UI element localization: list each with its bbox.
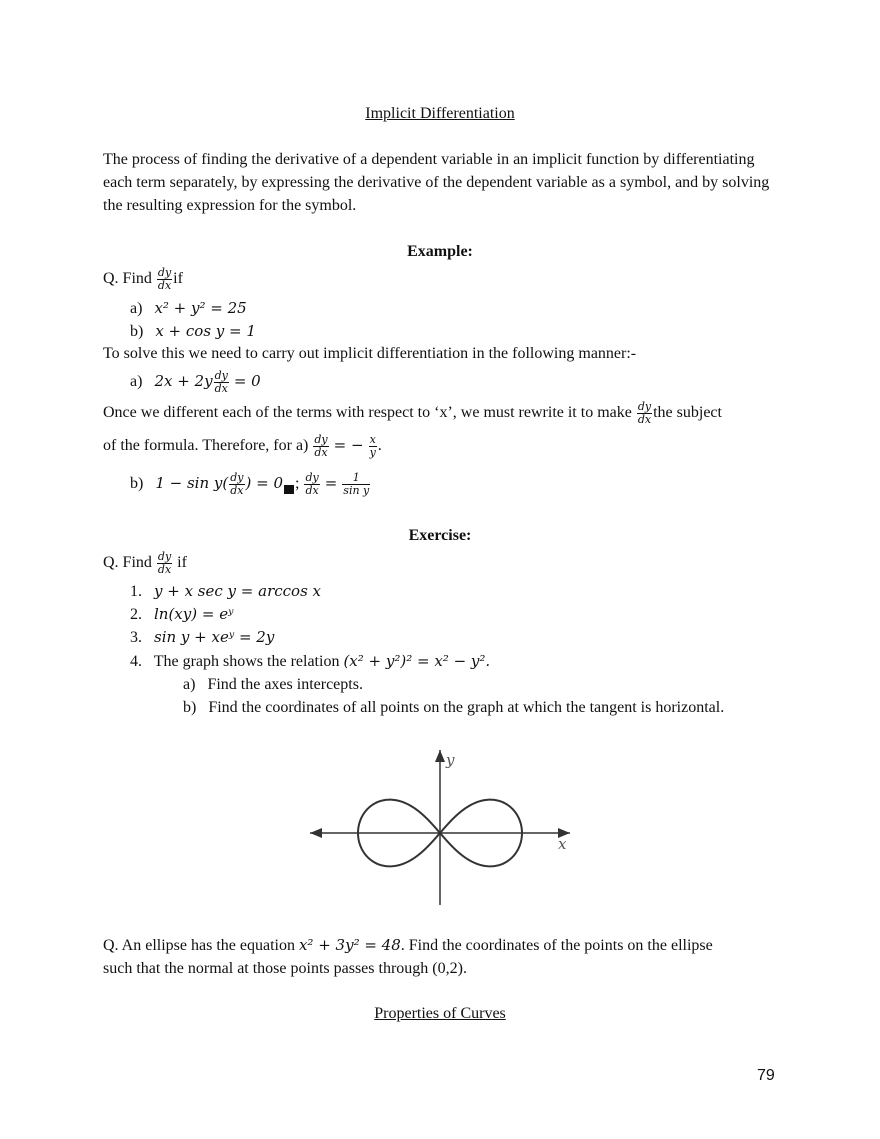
- example-question: [103, 265, 183, 293]
- item-number: 4.: [130, 653, 142, 670]
- x-axis-label: x: [558, 835, 567, 853]
- question-suffix: if: [173, 270, 183, 287]
- lemniscate-graph: [300, 745, 580, 910]
- equation-part: 1 − sin y(: [155, 474, 229, 492]
- square-mark: [284, 485, 294, 494]
- frac-numerator: x: [369, 432, 376, 446]
- exercise-item-1: [130, 581, 321, 602]
- solution-a: [130, 366, 261, 397]
- dy-dx-fraction: [214, 370, 229, 395]
- exercise-subitem-a: [183, 675, 363, 695]
- exercise-item-3: [130, 627, 274, 648]
- frac-numerator: dy: [214, 368, 228, 382]
- frac-numerator: 1: [342, 472, 370, 485]
- exercise-subitem-b: [183, 698, 724, 718]
- frac-numerator: dy: [157, 265, 172, 279]
- frac-denominator: sin y: [343, 483, 370, 497]
- equation: x + cos y = 1: [155, 322, 256, 340]
- example-heading: Example:: [407, 243, 473, 260]
- ellipse-question-line2: such that the normal at those points passes through (0,2).: [103, 960, 467, 977]
- dy-dx-fraction: [304, 472, 319, 497]
- frac-numerator: dy: [230, 470, 244, 484]
- sentence-end: .: [377, 437, 382, 454]
- y-axis-arrow: [435, 750, 445, 762]
- exercise-question: [103, 549, 187, 577]
- equation-part: ) = 0: [245, 474, 283, 492]
- equation: (x² + y²)² = x² − y².: [343, 652, 491, 670]
- sentence-part: . Find the coordinates of the points on the ellipse: [400, 937, 713, 954]
- one-over-siny-fraction: [342, 472, 370, 497]
- item-number: 1.: [130, 583, 142, 600]
- x-axis-left-arrow: [310, 828, 322, 838]
- exercise-item-4: [130, 651, 490, 672]
- dy-dx-fraction: [229, 472, 244, 497]
- frac-numerator: dy: [314, 432, 328, 446]
- separator: ;: [295, 475, 304, 492]
- question-prefix: Q. Find: [103, 554, 152, 571]
- sentence-part: Once we different each of the terms with respect to ‘x’, we must rewrite it to make: [103, 404, 632, 421]
- sentence-part: Q. An ellipse has the equation: [103, 937, 295, 954]
- dy-dx-fraction: [637, 401, 652, 426]
- item-label: b): [183, 699, 197, 716]
- frac-numerator: dy: [305, 470, 319, 484]
- ellipse-question-line1: [103, 935, 713, 956]
- frac-denominator: dx: [314, 445, 328, 459]
- example-item-a: [130, 298, 247, 319]
- formula-sentence: [103, 430, 382, 461]
- equation: y + x sec y = arccos x: [154, 582, 321, 600]
- frac-denominator: dx: [230, 483, 244, 497]
- solution-b: [130, 466, 371, 501]
- frac-numerator: dy: [157, 549, 172, 563]
- frac-denominator: dx: [305, 483, 319, 497]
- item-label: b): [130, 323, 144, 340]
- page-number: 79: [757, 1067, 775, 1084]
- item-label: a): [130, 373, 143, 390]
- item-number: 2.: [130, 606, 142, 623]
- item-number: 3.: [130, 629, 142, 646]
- item-label: a): [130, 300, 143, 317]
- next-section-title: Properties of Curves: [374, 1005, 506, 1022]
- equation-part: 2x + 2y: [154, 372, 213, 390]
- dy-dx-fraction: [157, 551, 172, 576]
- exercise-heading: Exercise:: [408, 527, 472, 544]
- item-text: Find the coordinates of all points on the graph at which the tangent is horizontal.: [208, 699, 725, 716]
- equation-part: = −: [333, 436, 364, 454]
- frac-numerator: dy: [637, 399, 652, 413]
- sentence-part: of the formula. Therefore, for a): [103, 437, 309, 454]
- question-suffix: if: [173, 554, 187, 571]
- item-text: Find the axes intercepts.: [207, 676, 363, 693]
- frac-denominator: dx: [637, 412, 652, 426]
- frac-denominator: dx: [157, 562, 172, 576]
- question-prefix: Q. Find: [103, 270, 152, 287]
- frac-denominator: dx: [214, 381, 228, 395]
- equation: ln(xy) = eʸ: [154, 605, 234, 623]
- equation: x² + 3y² = 48: [298, 936, 401, 954]
- item-text: The graph shows the relation: [153, 653, 340, 670]
- y-axis-label: y: [446, 751, 455, 769]
- equation: sin y + xeʸ = 2y: [154, 628, 275, 646]
- intro-paragraph: The process of finding the derivative of a dependent variable in an implicit function by differentiating each term separately, by expressing the derivative of the dependent variable as a symbol, and by solving the resulting expression for the symbol.: [103, 151, 770, 214]
- rewrite-sentence: [103, 398, 722, 428]
- sentence-part: the subject: [653, 404, 722, 421]
- exercise-item-2: [130, 604, 233, 625]
- dy-dx-fraction: [313, 434, 328, 459]
- item-label: a): [183, 676, 196, 693]
- frac-denominator: dx: [157, 278, 172, 292]
- example-item-b: [130, 321, 256, 342]
- item-label: b): [130, 475, 144, 492]
- x-over-y-fraction: [369, 434, 377, 459]
- equation-part: = 0: [233, 372, 261, 390]
- dy-dx-fraction: [157, 267, 172, 292]
- equation: x² + y² = 25: [154, 299, 247, 317]
- frac-denominator: y: [369, 445, 376, 459]
- equation-part: =: [324, 474, 338, 492]
- page-title: Implicit Differentiation: [365, 105, 515, 122]
- solve-intro: To solve this we need to carry out implicit differentiation in the following manner:-: [103, 345, 637, 362]
